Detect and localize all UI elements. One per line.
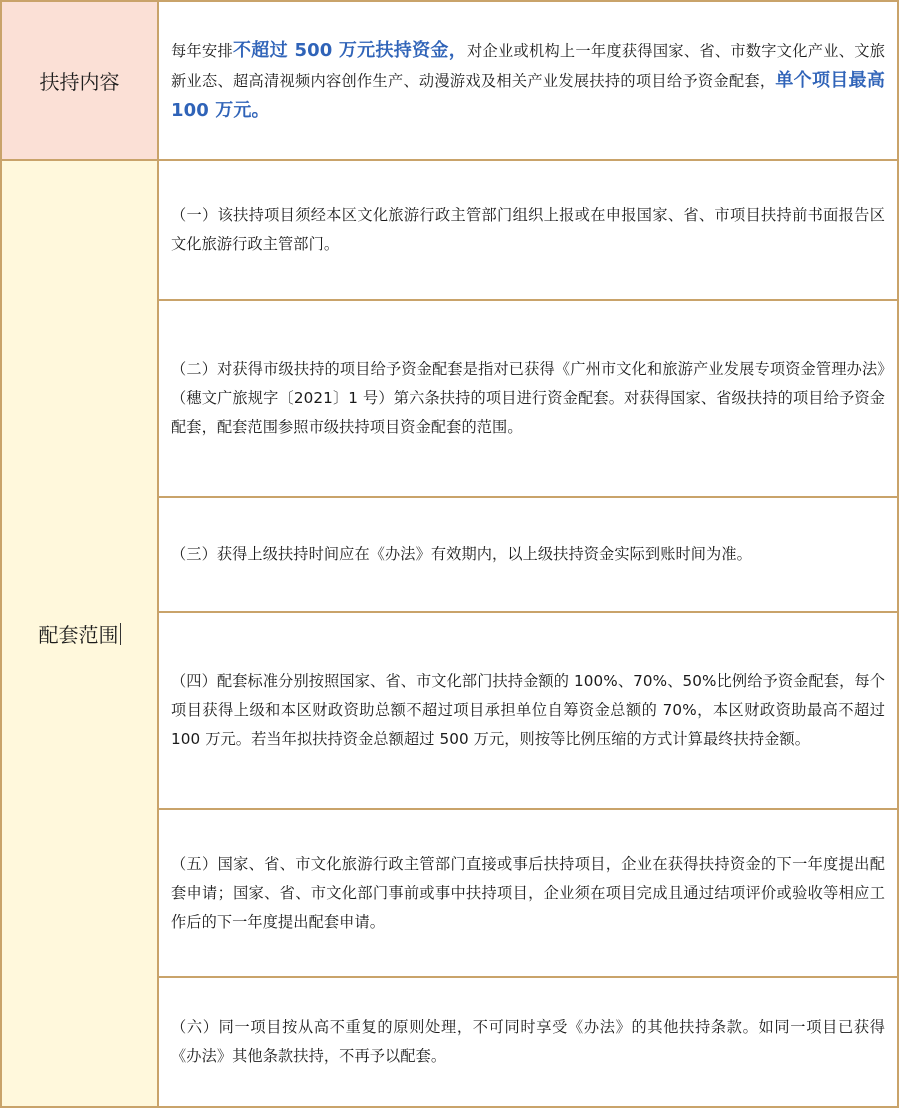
scope-item-6: （六）同一项目按从高不重复的原则处理，不可同时享受《办法》的其他扶持条款。如同一项目已获得《办法》其他条款扶持，不再予以配套。 bbox=[171, 1018, 885, 1065]
scope-label-cell bbox=[2, 161, 159, 1106]
scope-item-5: （五）国家、省、市文化旅游行政主管部门直接或事后扶持项目，企业在获得扶持资金的下一年度提出配套申请；国家、省、市文化部门事前或事中扶持项目，企业须在项目完成且通过结项评价或验收等相应工作后的下一年度提出配套申请。 bbox=[171, 854, 885, 931]
scope-item-3-cell bbox=[159, 498, 897, 613]
text-cursor bbox=[120, 623, 121, 645]
support-content-cell bbox=[159, 2, 897, 161]
support-text-part2: 对企业或机构上一年度获得国家、省、市数字文化产业、文旅新业态、超高清视频内容创作生产、动漫游戏及相关产业发展扶持的项目给予资金配套， bbox=[171, 41, 886, 90]
support-text bbox=[171, 36, 885, 126]
support-text-part1: 每年安排 bbox=[171, 41, 233, 60]
support-label-cell bbox=[2, 2, 159, 161]
scope-item-4-cell bbox=[159, 613, 897, 810]
scope-item-4: （四）配套标准分别按照国家、省、市文化部门扶持金额的 100%、70%、50%比例给予资金配套，每个项目获得上级和本区财政资助总额不超过项目承担单位自筹资金总额的 70%，本区财政资助最高不超过 100 万元。若当年拟扶持资金总额超过 500 万元，则按等比例压缩的方式计算最终扶持金额。 bbox=[171, 672, 885, 748]
scope-item-3: （三）获得上级扶持时间应在《办法》有效期内，以上级扶持资金实际到账时间为准。 bbox=[171, 545, 752, 563]
scope-label: 配套范围 bbox=[38, 623, 119, 647]
scope-item-2-cell bbox=[159, 301, 897, 498]
scope-item-5-cell bbox=[159, 810, 897, 978]
scope-item-6-cell bbox=[159, 978, 897, 1106]
scope-item-1-cell bbox=[159, 161, 897, 301]
support-label: 扶持内容 bbox=[39, 70, 120, 94]
support-highlight-cap: 单个项目最高 100 万元。 bbox=[171, 69, 885, 121]
support-highlight-amount: 不超过 500 万元扶持资金， bbox=[232, 39, 467, 61]
scope-item-2: （二）对获得市级扶持的项目给予资金配套是指对已获得《广州市文化和旅游产业发展专项资金管理办法》（穗文广旅规字〔2021〕1 号）第六条扶持的项目进行资金配套。对获得国家、省级扶持的项目给予资金配套，配套范围参照市级扶持项目资金配套的范围。 bbox=[171, 360, 885, 436]
scope-item-1: （一）该扶持项目须经本区文化旅游行政主管部门组织上报或在申报国家、省、市项目扶持前书面报告区文化旅游行政主管部门。 bbox=[171, 206, 885, 253]
